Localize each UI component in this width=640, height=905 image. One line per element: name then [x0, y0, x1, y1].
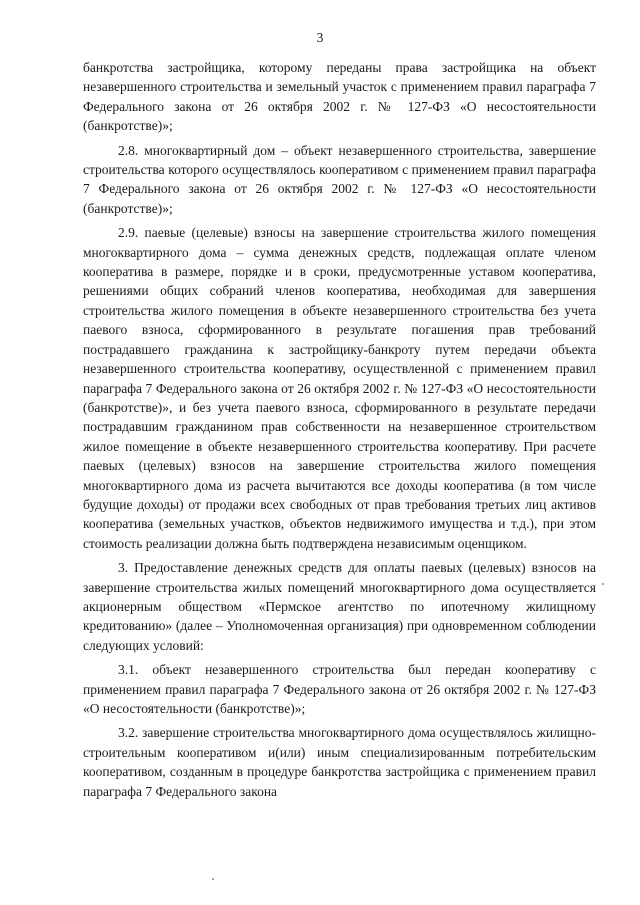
scan-speck — [212, 878, 214, 880]
paragraph-3: 3. Предоставление денежных средств для оплаты паевых (целевых) взносов на завершение строительства жилых помещений многоквартирного дома осуществляется акционерным обществом «Пермское агентство по ипотечному жилищному кредитованию» (далее – Уполномоченная организация) при одновременном соблюдении следующих условий: — [83, 560, 596, 653]
paragraph-3-1: 3.1. объект незавершенного строительства был передан кооперативу с применением правил параграфа 7 Федерального закона от 26 октября 2002 г. № 127-ФЗ «О несостоятельности (банкротстве)»; — [83, 662, 596, 716]
paragraph-3-2: 3.2. завершение строительства многоквартирного дома осуществлялось жилищно-строительным кооперативом и(или) иным специализированным потребительским кооперативом, созданным в процедуре банкротства застройщика с применением правил параграфа 7 Федерального закона — [83, 725, 596, 799]
document-body — [83, 58, 596, 801]
page-number: 3 — [316, 30, 324, 45]
paragraph-continuation: банкротства застройщика, которому переданы права застройщика на объект незавершенного строительства и земельный участок с применением правил параграфа 7 Федерального закона от 26 октября 2002 г. № 127-ФЗ «О несостоятельности (банкротстве)»; — [83, 60, 596, 134]
paragraph-2-8: 2.8. многоквартирный дом – объект незавершенного строительства, завершение строительства которого осуществлялось кооперативом с применением правил параграфа 7 Федерального закона от 26 октября 2002 г. № 127-ФЗ «О несостоятельности (банкротстве)»; — [83, 142, 596, 216]
paragraph-2-9: 2.9. паевые (целевые) взносы на завершение строительства жилого помещения многоквартирного дома – сумма денежных средств, подлежащая оплате членом кооператива в размере, порядке и в сроки, предусмотренные уставом кооператива, решениями общих собраний членов кооператива, необходимая для завершения строительства жилого помещения в объекте незавершенного строительства без учета паевого взноса, сформированного в результате погашения прав требований пострадавшего гражданина к застройщику-банкроту путем передачи объекта незавершенного строительства кооперативу, осуществленной с применением правил параграфа 7 Федерального закона от 26 октября 2002 г. № 127-ФЗ «О несостоятельности (банкротстве)», и без учета паевого взноса, сформированного в результате передачи пострадавшим гражданином прав собственности на незавершенное строительством жилое помещение в объекте незавершенного строительства кооперативу. При расчете паевых (целевых) взносов на завершение строительства жилого помещения многоквартирного дома из расчета вычитаются все доходы кооператива (в том числе будущие доходы) от продажи всех свободных от прав требования третьих лиц активов кооператива (земельных участков, объектов недвижимого имущества и т.д.), при этом стоимость реализации должна быть подтверждена независимым оценщиком. — [83, 225, 596, 551]
scan-speck — [602, 583, 604, 585]
